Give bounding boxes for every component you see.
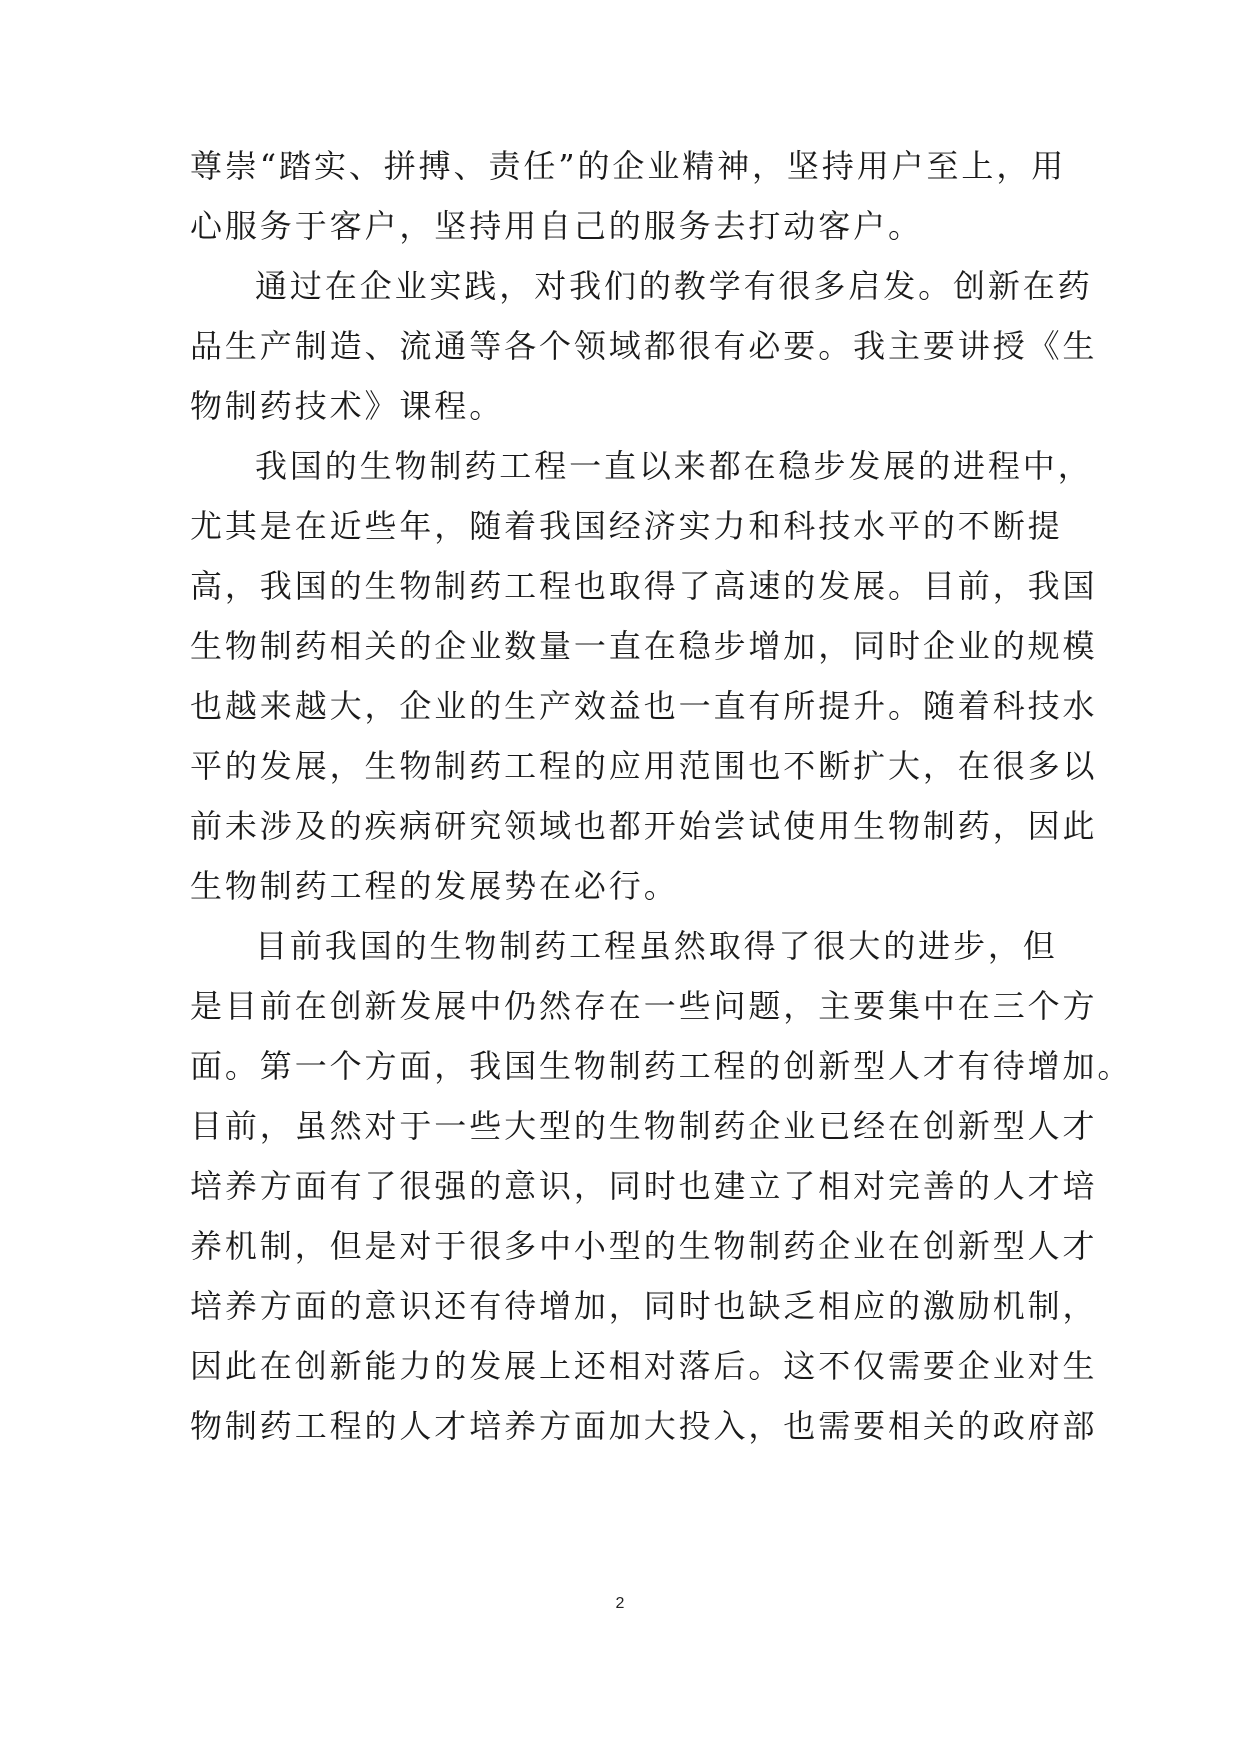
body-text-line: 品生产制造、流通等各个领域都很有必要。我主要讲授《生	[190, 327, 1098, 365]
body-text-line: 目前我国的生物制药工程虽然取得了很大的进步，但	[255, 927, 1058, 965]
body-text-line: 物制药技术》课程。	[190, 387, 505, 425]
body-text-line: 生物制药工程的发展势在必行。	[190, 867, 679, 905]
page-number: 2	[615, 1595, 625, 1612]
body-text-line: 面。第一个方面，我国生物制药工程的创新型人才有待增加。	[190, 1047, 1133, 1085]
body-text-line: 尤其是在近些年，随着我国经济实力和科技水平的不断提	[190, 507, 1063, 545]
body-text-line: 因此在创新能力的发展上还相对落后。这不仅需要企业对生	[190, 1347, 1098, 1385]
body-text-line: 平的发展，生物制药工程的应用范围也不断扩大，在很多以	[190, 747, 1098, 785]
body-text-line: 物制药工程的人才培养方面加大投入，也需要相关的政府部	[190, 1407, 1098, 1445]
body-text-line: 通过在企业实践，对我们的教学有很多启发。创新在药	[255, 267, 1093, 305]
body-text-line: 也越来越大，企业的生产效益也一直有所提升。随着科技水	[190, 687, 1098, 725]
body-text-line: 我国的生物制药工程一直以来都在稳步发展的进程中，	[255, 447, 1093, 485]
body-text-line: 心服务于客户，坚持用自己的服务去打动客户。	[190, 207, 923, 245]
body-text-line: 是目前在创新发展中仍然存在一些问题，主要集中在三个方	[190, 987, 1098, 1025]
body-text-line: 培养方面有了很强的意识，同时也建立了相对完善的人才培	[190, 1167, 1098, 1205]
body-text-line: 高，我国的生物制药工程也取得了高速的发展。目前，我国	[190, 567, 1098, 605]
body-text-line: 养机制，但是对于很多中小型的生物制药企业在创新型人才	[190, 1227, 1098, 1265]
body-text-line: 前未涉及的疾病研究领域也都开始尝试使用生物制药，因此	[190, 807, 1098, 845]
body-text-line: 尊崇“踏实、拼搏、责任”的企业精神，坚持用户至上，用	[190, 147, 1067, 185]
body-text-line: 培养方面的意识还有待增加，同时也缺乏相应的激励机制，	[190, 1287, 1098, 1325]
body-text-line: 目前，虽然对于一些大型的生物制药企业已经在创新型人才	[190, 1107, 1098, 1145]
body-text-line: 生物制药相关的企业数量一直在稳步增加，同时企业的规模	[190, 627, 1098, 665]
